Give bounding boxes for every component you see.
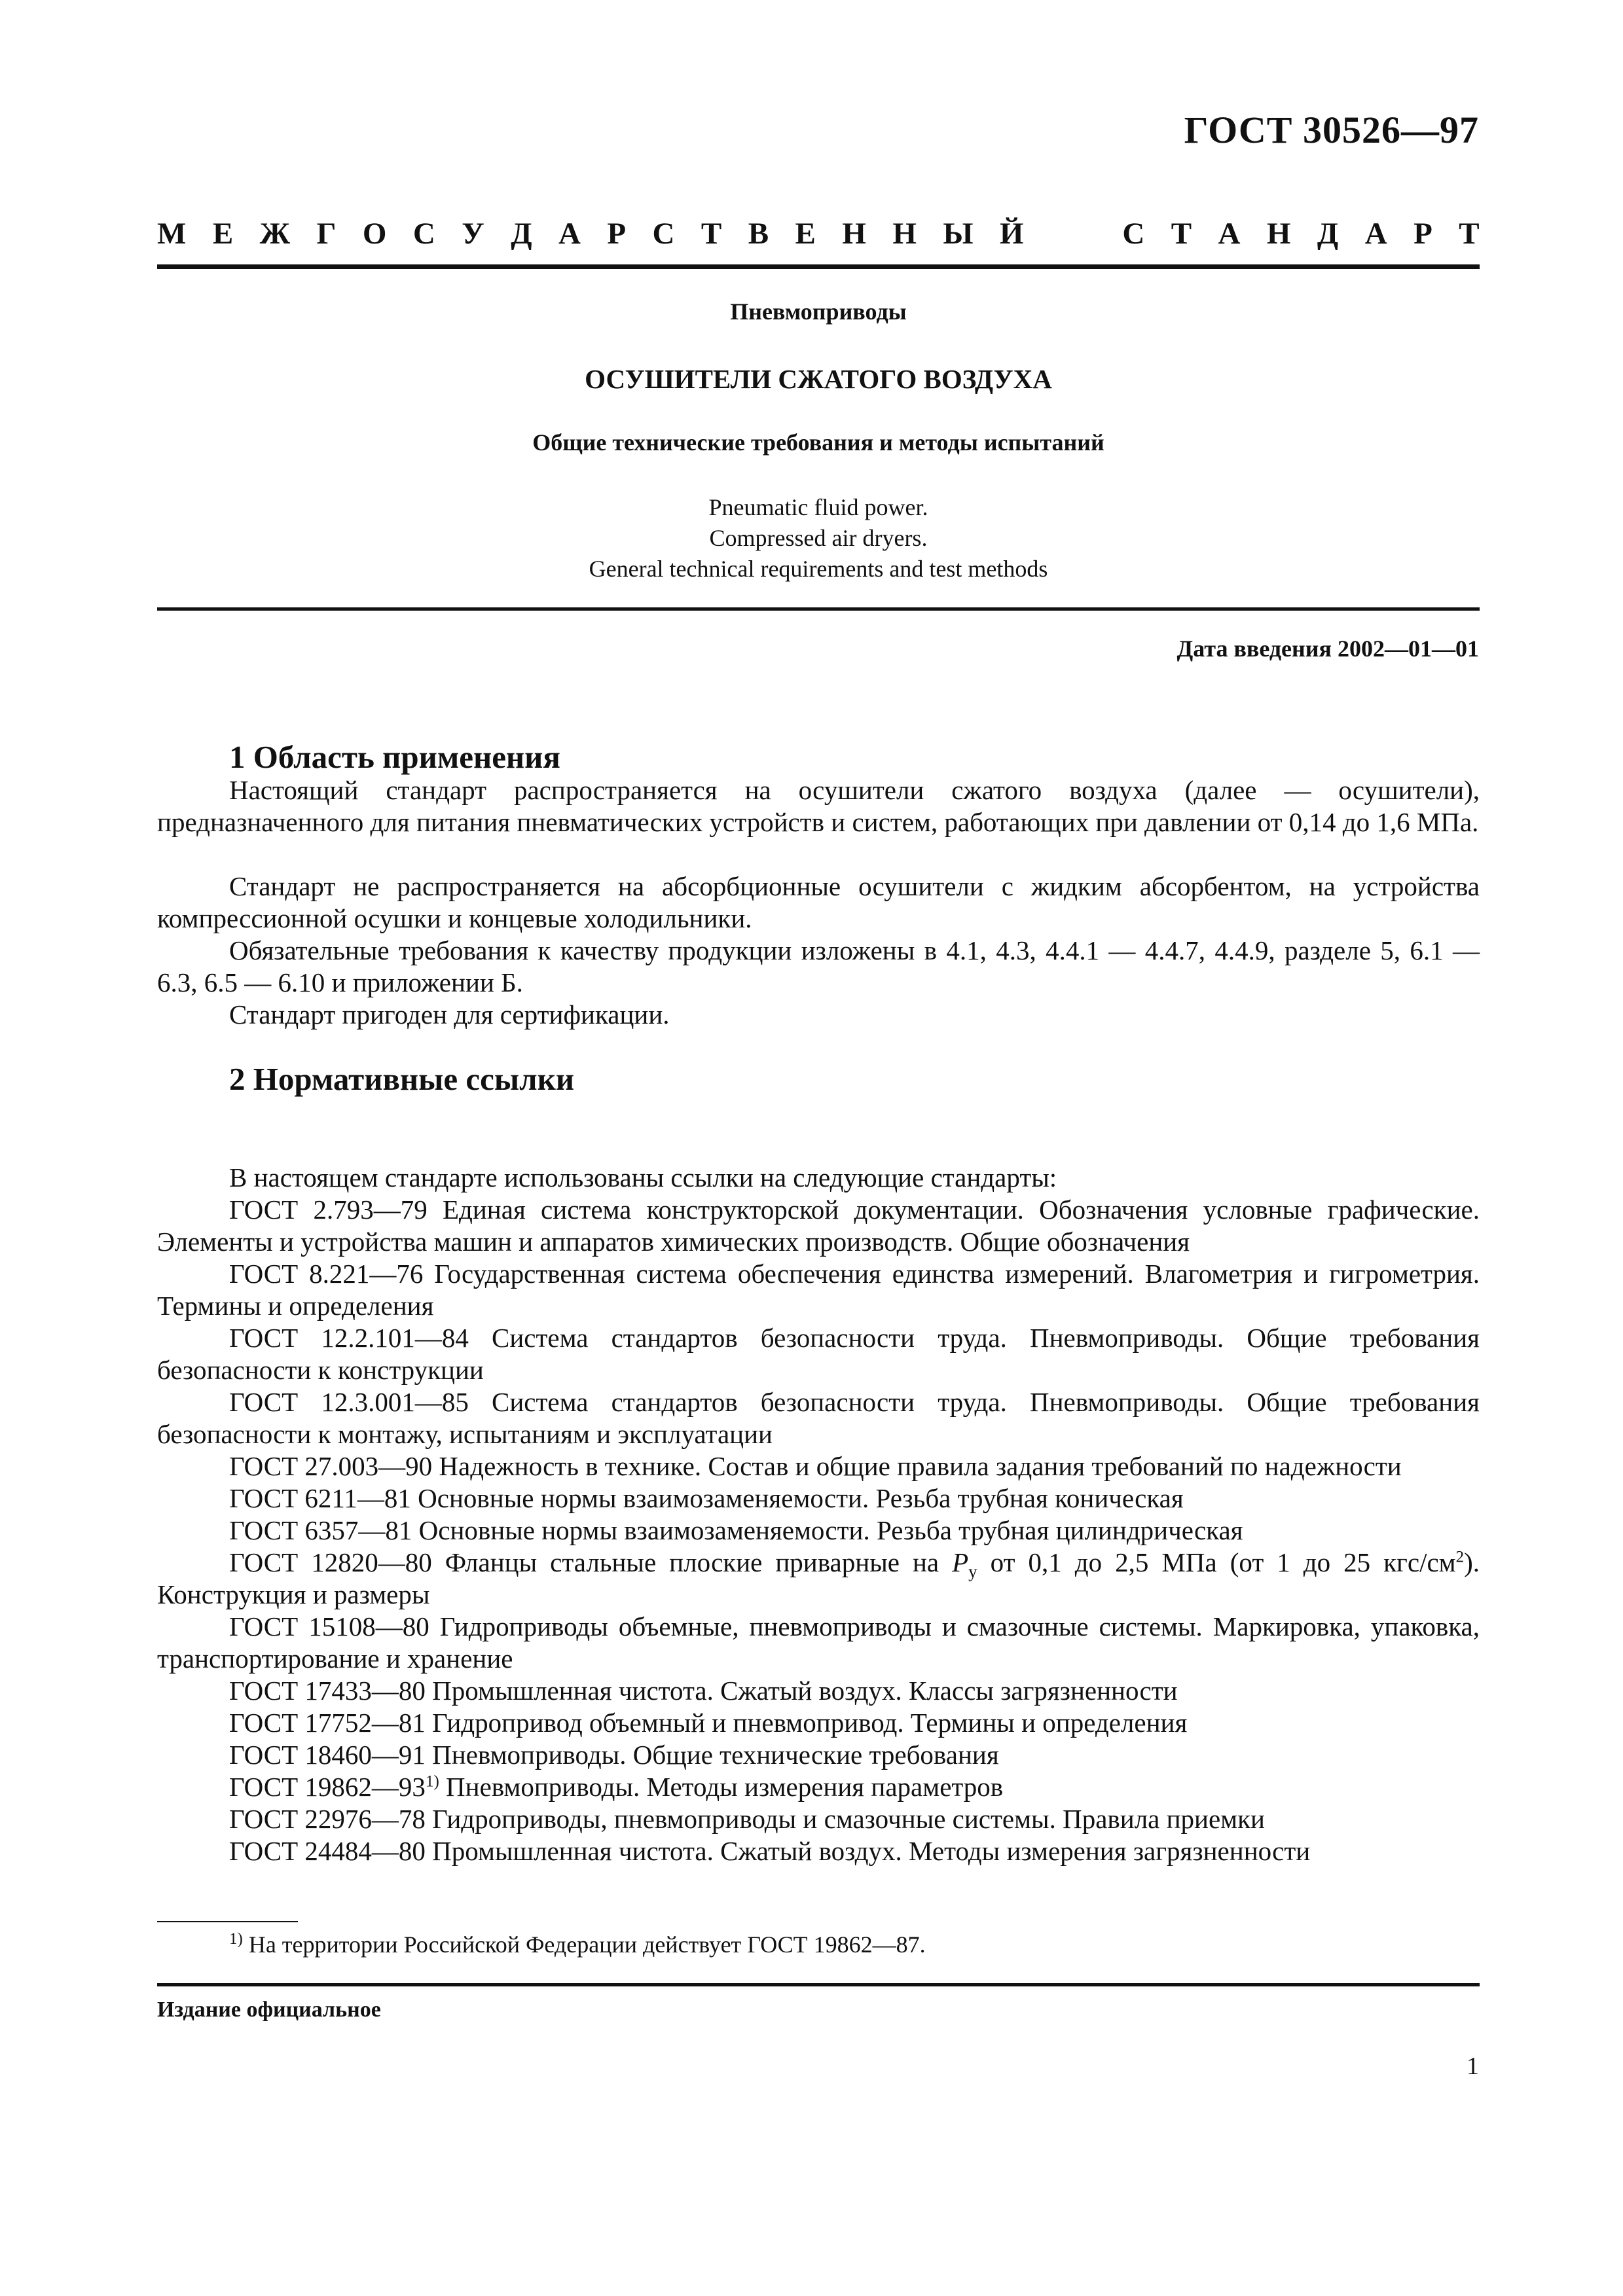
standard-type-heading <box>157 216 1480 251</box>
references-intro: В настоящем стандарте использованы ссылки на следующие стандарты: <box>229 1162 1057 1193</box>
section-1-paragraph: Настоящий стандарт распространяется на осушители сжатого воздуха (далее — осушители), предназначенного для питания пневматических устройств и систем, работающих при давлении от 0,14 до 1,6 МПа. <box>157 775 1480 837</box>
reference-item: ГОСТ 18460—91 Пневмоприводы. Общие технические требования <box>229 1740 999 1770</box>
intro-date: Дата введения 2002—01—01 <box>1176 636 1479 662</box>
standard-type-letter: Т <box>1171 217 1192 251</box>
reference-text: ). Конструкция и размеры <box>157 1547 1480 1609</box>
reference-item: ГОСТ 6211—81 Основные нормы взаимозаменяемости. Резьба трубная коническая <box>229 1483 1184 1513</box>
standard-type-letter: Н <box>892 217 917 251</box>
reference-item: ГОСТ 12.2.101—84 Система стандартов безопасности труда. Пневмоприводы. Общие требования безопасности к конструкции <box>157 1323 1480 1385</box>
reference-item: ГОСТ 22976—78 Гидроприводы, пневмоприводы и смазочные системы. Правила приемки <box>229 1804 1265 1834</box>
reference-text: от 0,1 до 2,5 МПа (от 1 до 25 кгс/см <box>977 1547 1456 1577</box>
reference-item: ГОСТ 12.3.001—85 Система стандартов безопасности труда. Пневмоприводы. Общие требования безопасности к монтажу, испытаниям и эксплуатации <box>157 1387 1480 1449</box>
section-1-paragraph: Стандарт пригоден для сертификации. <box>229 999 670 1030</box>
standard-type-letter: С <box>1122 217 1145 251</box>
title-english-line: Pneumatic fluid power. <box>708 494 928 520</box>
reference-item <box>157 1547 1480 1611</box>
word-gap <box>1050 216 1096 251</box>
standard-type-letter: Й <box>999 217 1024 251</box>
reference-item: ГОСТ 24484—80 Промышленная чистота. Сжатый воздух. Методы измерения загрязненности <box>229 1836 1311 1866</box>
footnote-marker: 1) <box>229 1930 243 1948</box>
standard-type-letter: С <box>652 217 675 251</box>
reference-item <box>157 1771 1480 1803</box>
standard-type-letter: Т <box>701 217 722 251</box>
title-english <box>157 492 1480 584</box>
title-main: ОСУШИТЕЛИ СЖАТОГО ВОЗДУХА <box>585 364 1052 394</box>
standard-type-letter: Д <box>511 217 532 251</box>
title-english-line: Compressed air dryers. <box>709 525 928 551</box>
standard-type-letter: С <box>412 217 435 251</box>
section-1-paragraph: Обязательные требования к качеству продукции изложены в 4.1, 4.3, 4.4.1 — 4.4.7, 4.4.9, разделе 5, 6.1 — 6.3, 6.5 — 6.10 и приложении Б. <box>157 935 1480 997</box>
page-number: 1 <box>1467 2053 1479 2080</box>
reference-item: ГОСТ 6357—81 Основные нормы взаимозаменяемости. Резьба трубная цилиндрическая <box>229 1515 1243 1545</box>
standard-type-letter: Н <box>842 217 866 251</box>
footnote-text: На территории Российской Федерации действует ГОСТ 19862—87. <box>242 1931 926 1958</box>
footer-rule <box>157 1983 1480 1986</box>
reference-item: ГОСТ 2.793—79 Единая система конструкторской документации. Обозначения условные графические. Элементы и устройства машин и аппаратов химических производств. Общие обозначения <box>157 1194 1480 1257</box>
title-rule <box>157 607 1480 611</box>
standard-type-letter: Т <box>1459 217 1480 251</box>
title-english-line: General technical requirements and test methods <box>589 556 1048 582</box>
standard-type-letter: Р <box>607 217 627 251</box>
section-1-paragraph: Стандарт не распространяется на абсорбционные осушители с жидким абсорбентом, на устройства компрессионной осушки и концевые холодильники. <box>157 871 1480 933</box>
gost-number: ГОСТ 30526—97 <box>1184 109 1479 151</box>
reference-text: Пневмоприводы. Методы измерения параметров <box>439 1772 1004 1802</box>
unit-superscript: 2 <box>1455 1548 1465 1566</box>
section-2-heading: 2 Нормативные ссылки <box>229 1061 575 1097</box>
pressure-subscript: y <box>968 1562 977 1582</box>
title-subtitle: Общие технические требования и методы испытаний <box>532 429 1104 456</box>
standard-type-letter: Р <box>1413 217 1432 251</box>
standard-type-letter: М <box>157 217 187 251</box>
standard-type-letter: Д <box>1317 217 1339 251</box>
standard-type-letter: Е <box>212 217 234 251</box>
reference-item: ГОСТ 27.003—90 Надежность в технике. Состав и общие правила задания требований по надежности <box>229 1451 1402 1481</box>
standard-type-letter: Ж <box>259 217 291 251</box>
reference-item: ГОСТ 17752—81 Гидропривод объемный и пневмопривод. Термины и определения <box>229 1708 1188 1738</box>
standard-type-letter: Г <box>316 217 337 251</box>
reference-item: ГОСТ 8.221—76 Государственная система обеспечения единства измерений. Влагометрия и гигрометрия. Термины и определения <box>157 1259 1480 1321</box>
standard-type-letter: У <box>462 217 484 251</box>
standard-type-letter: А <box>1364 217 1387 251</box>
reference-item: ГОСТ 17433—80 Промышленная чистота. Сжатый воздух. Классы загрязненности <box>229 1676 1178 1706</box>
footnote-rule <box>157 1921 298 1922</box>
standard-type-letter: Н <box>1266 217 1291 251</box>
footnote-marker: 1) <box>425 1772 439 1791</box>
standard-type-letter: А <box>558 217 581 251</box>
standard-type-letter: А <box>1218 217 1241 251</box>
edition-label: Издание официальное <box>157 1998 381 2022</box>
reference-item: ГОСТ 15108—80 Гидроприводы объемные, пневмоприводы и смазочные системы. Маркировка, упаковка, транспортирование и хранение <box>157 1611 1480 1674</box>
standard-type-letter: Е <box>795 217 816 251</box>
header-rule <box>157 264 1480 269</box>
references-list <box>157 1162 1480 1867</box>
reference-text: ГОСТ 12820—80 Фланцы стальные плоские приварные на <box>229 1547 953 1577</box>
reference-text: ГОСТ 19862—93 <box>229 1772 426 1802</box>
standard-type-letter: Ы <box>943 217 974 251</box>
title-group: Пневмоприводы <box>730 298 907 325</box>
section-1-heading: 1 Область применения <box>229 739 560 775</box>
footnote <box>229 1931 926 1958</box>
standard-type-letter: В <box>748 217 769 251</box>
standard-type-letter: О <box>362 217 387 251</box>
pressure-symbol: P <box>952 1547 969 1577</box>
